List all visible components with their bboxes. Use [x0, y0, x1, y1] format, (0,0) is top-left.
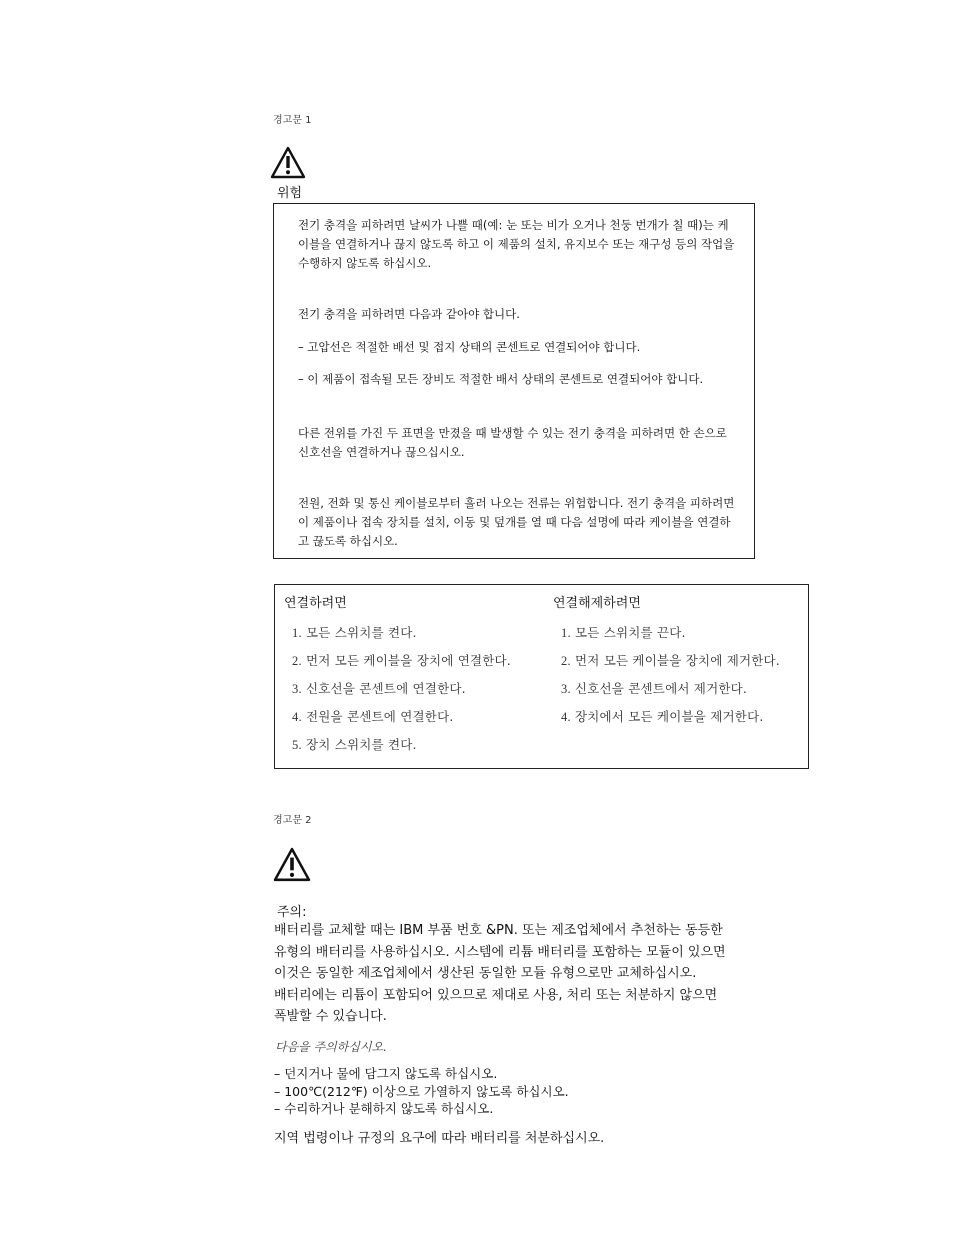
caution-line: 유형의 배터리를 사용하십시오. 시스템에 리튬 배터리를 포함하는 모듈이 있으면 — [274, 944, 726, 960]
caution-line: 폭발할 수 있습니다. — [274, 1009, 387, 1024]
disconnect-step: 3. 신호선을 콘센트에서 제거한다. — [561, 681, 748, 696]
danger-paragraph: – 고압선은 적절한 배선 및 접지 상태의 콘센트로 연결되어야 합니다. — [298, 340, 641, 354]
caution-line: 배터리에는 리튬이 포함되어 있으므로 제대로 사용, 처리 또는 처분하지 않으면 — [274, 987, 718, 1003]
caution-line: 이것은 동일한 제조업체에서 생산된 동일한 모듈 유형으로만 교체하십시오. — [274, 966, 697, 981]
caution-body — [274, 920, 726, 1028]
connection-table — [274, 584, 809, 769]
connect-step: 1. 모든 스위치를 켠다. — [292, 625, 417, 640]
bullet-item: – 수리하거나 분해하지 않도록 하십시오. — [274, 1101, 494, 1116]
closing-line: 지역 법령이나 규정의 요구에 따라 배터리를 처분하십시오. — [274, 1131, 605, 1146]
notice1-label: 경고문 1 — [273, 115, 312, 126]
connect-step: 4. 전원을 콘센트에 연결한다. — [292, 709, 454, 724]
disconnect-title: 연결해제하려면 — [553, 596, 641, 611]
disconnect-step: 2. 먼저 모든 케이블을 장치에 제거한다. — [561, 653, 780, 668]
connect-step: 5. 장치 스위치를 켠다. — [292, 737, 417, 752]
warning-triangle-icon — [270, 146, 306, 184]
caution-heading: 주의: — [277, 905, 307, 920]
caution-note: 다음을 주의하십시오. — [275, 1040, 387, 1054]
connect-title: 연결하려면 — [284, 596, 347, 611]
disconnect-step: 1. 모든 스위치를 끈다. — [561, 625, 686, 640]
bullet-item: – 던지거나 물에 담그지 않도록 하십시오. — [274, 1066, 498, 1081]
bullet-item: – 100℃(212℉) 이상으로 가열하지 않도록 하십시오. — [274, 1083, 569, 1099]
caution-bullets — [274, 1065, 569, 1118]
danger-paragraph: 전기 충격을 피하려면 다음과 같아야 합니다. — [298, 307, 520, 321]
danger-paragraph: 전기 충격을 피하려면 날씨가 나쁠 때(예: 눈 또는 비가 오거나 천둥 번개가 칠 때)는 케이블을 연결하거나 끊지 않도록 하고 이 제품의 설치, 유지보수 또는 재구성 등의 작업을 수행하지 않도록 하십시오. — [298, 218, 735, 270]
danger-paragraph: 다른 전위를 가진 두 표면을 만졌을 때 발생할 수 있는 전기 충격을 피하려면 한 손으로 신호선을 연결하거나 끊으십시오. — [298, 426, 727, 459]
disconnect-step: 4. 장치에서 모든 케이블을 제거한다. — [561, 709, 764, 724]
caution-line: 배터리를 교체할 때는 IBM 부품 번호 &PN. 또는 제조업체에서 추천하는 동등한 — [274, 923, 723, 938]
warning-triangle-icon — [272, 847, 312, 887]
danger-heading: 위험 — [277, 186, 303, 201]
danger-paragraph: 전원, 전화 및 통신 케이블로부터 흘러 나오는 전류는 위험합니다. 전기 충격을 피하려면 이 제품이나 접속 장치를 설치, 이동 및 덮개를 열 때 다음 설명에 따라 케이블을 연결하고 끊도록 하십시오. — [298, 496, 735, 548]
connect-step: 2. 먼저 모든 케이블을 장치에 연결한다. — [292, 653, 511, 668]
danger-paragraph: – 이 제품이 접속될 모든 장비도 적절한 배서 상태의 콘센트로 연결되어야 합니다. — [298, 372, 704, 386]
notice2-label: 경고문 2 — [273, 815, 312, 826]
danger-box — [273, 203, 755, 559]
connect-step: 3. 신호선을 콘센트에 연결한다. — [292, 681, 466, 696]
